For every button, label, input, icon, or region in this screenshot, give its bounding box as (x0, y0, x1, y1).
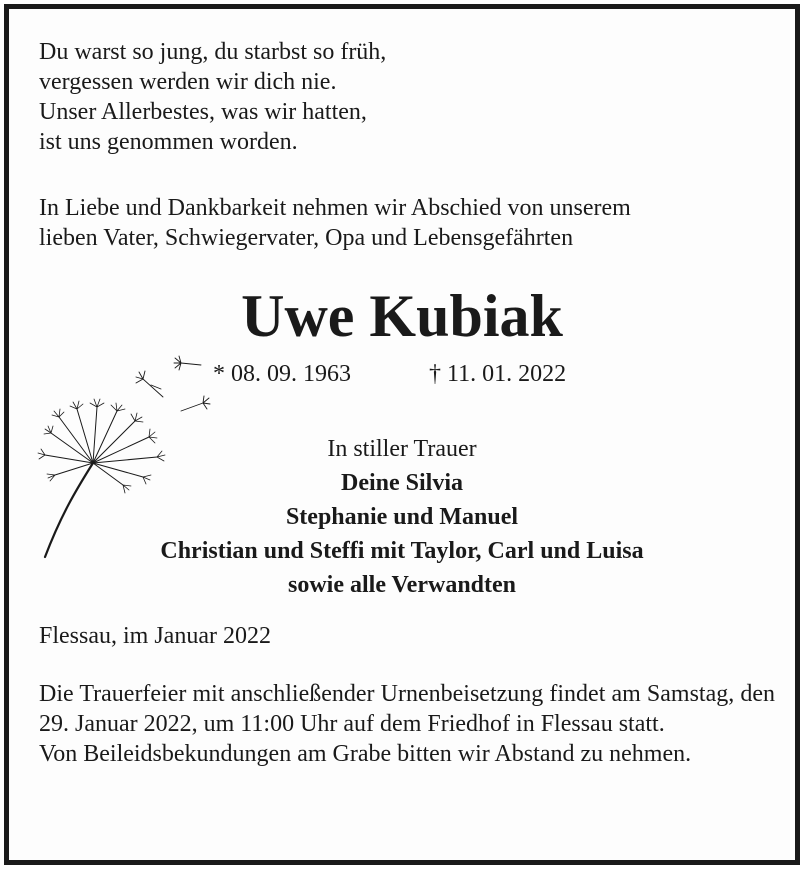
poem-line: Du warst so jung, du starbst so früh, (39, 39, 387, 65)
mourning-heading: In stiller Trauer (327, 436, 477, 462)
birth-date: * 08. 09. 1963 (213, 361, 351, 387)
poem-line: Unser Allerbestes, was wir hatten, (39, 99, 367, 125)
obituary-frame (4, 4, 800, 865)
mourners-block (9, 432, 795, 602)
poem-line: ist uns genommen worden. (39, 129, 298, 155)
service-notice (39, 679, 775, 769)
deceased-name: Uwe Kubiak (241, 283, 563, 349)
intro-line: lieben Vater, Schwiegervater, Opa und Lebensgefährten (39, 225, 574, 251)
death-date: † 11. 01. 2022 (429, 361, 567, 387)
poem (39, 37, 386, 157)
service-paragraph: Von Beileidsbekundungen am Grabe bitten wir Abstand zu nehmen. (39, 741, 692, 767)
intro-text (39, 193, 631, 253)
place-date: Flessau, im Januar 2022 (39, 623, 271, 649)
poem-line: vergessen werden wir dich nie. (39, 69, 337, 95)
mourner-name: Christian und Steffi mit Taylor, Carl und Luisa (160, 538, 644, 564)
service-paragraph: Die Trauerfeier mit anschließender Urnenbeisetzung findet am Samstag, den 29. Januar 2022, um 11:00 Uhr auf dem Friedhof in Flessau statt. (39, 681, 775, 737)
mourner-name: Deine Silvia (340, 470, 463, 496)
mourner-name: Stephanie und Manuel (285, 504, 519, 530)
mourner-name: sowie alle Verwandten (288, 572, 516, 598)
intro-line: In Liebe und Dankbarkeit nehmen wir Abschied von unserem (39, 195, 631, 221)
